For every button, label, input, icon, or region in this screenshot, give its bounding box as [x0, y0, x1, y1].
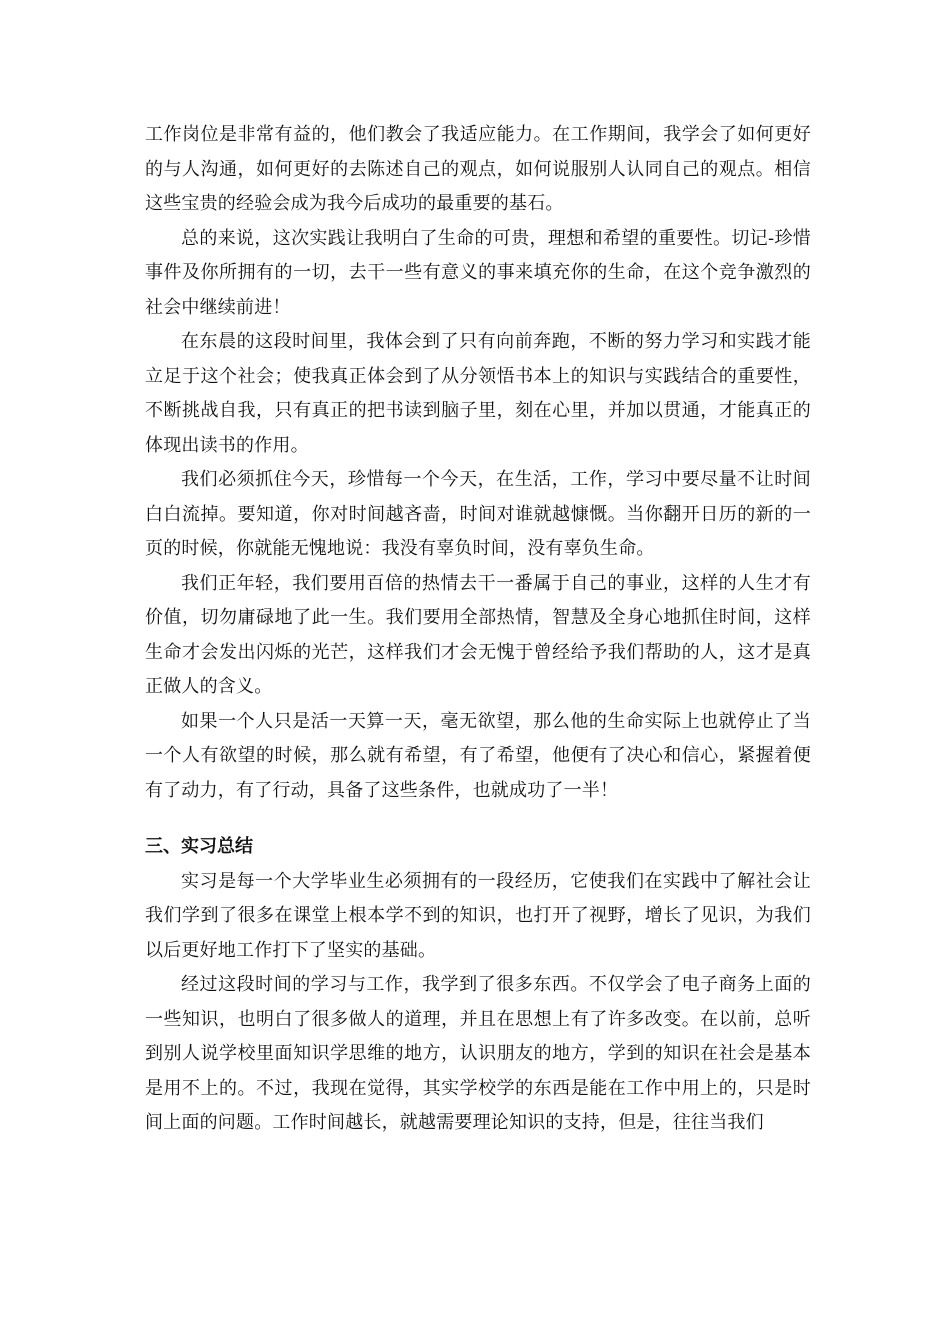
- paragraph-youth: 我们正年轻，我们要用百倍的热情去干一番属于自己的事业，这样的人生才有价值，切勿庸碌地了此一生。我们要用全部热情，智慧及全身心地抓住时间，这样生命才会发出闪烁的光芒，这样我们才会无愧于曾经给予我们帮助的人，这才是真正做人的含义。: [145, 572, 811, 697]
- paragraph-desire: 如果一个人只是活一天算一天，毫无欲望，那么他的生命实际上也就停止了当一个人有欲望的时候，那么就有希望，有了希望，他便有了决心和信心，紧握着便有了动力，有了行动，具备了这些条件，也就成功了一半！: [145, 710, 811, 801]
- paragraph-time: 我们必须抓住今天，珍惜每一个今天，在生活，工作，学习中要尽量不让时间白白流掉。要知道，你对时间越吝啬，时间对谁就越慷慨。当你翻开日历的新的一页的时候，你就能无愧地说：我没有辜负时间，没有辜负生命。: [145, 469, 811, 559]
- document-page: [145, 118, 811, 1141]
- paragraph-dongchen: 在东晨的这段时间里，我体会到了只有向前奔跑，不断的努力学习和实践才能立足于这个社会；使我真正体会到了从分领悟书本上的知识与实践结合的重要性，不断挑战自我，只有真正的把书读到脑子里，刻在心里，并加以贯通，才能真正的体现出读书的作用。: [145, 331, 811, 456]
- paragraph-summary: 总的来说，这次实践让我明白了生命的可贵，理想和希望的重要性。切记-珍惜事件及你所拥有的一切，去干一些有意义的事来填充你的生命，在这个竞争激烈的社会中继续前进！: [145, 227, 811, 318]
- paragraph-learning: 经过这段时间的学习与工作，我学到了很多东西。不仅学会了电子商务上面的一些知识，也明白了很多做人的道理，并且在思想上有了许多改变。在以前，总听到别人说学校里面知识学思维的地方，认识朋友的地方，学到的知识在社会是基本是用不上的。不过，我现在觉得，其实学校学的东西是能在工作中用上的，只是时间上面的问题。工作时间越长，就越需要理论知识的支持，但是，往往当我们: [145, 974, 811, 1133]
- section-spacer: [145, 808, 811, 830]
- paragraph-continuation: 工作岗位是非常有益的，他们教会了我适应能力。在工作期间，我学会了如何更好的与人沟通，如何更好的去陈述自己的观点，如何说服别人认同自己的观点。相信这些宝贵的经验会成为我今后成功的最重要的基石。: [145, 124, 811, 214]
- section-heading: 三、实习总结: [145, 836, 253, 857]
- paragraph-internship: 实习是每一个大学毕业生必须拥有的一段经历，它使我们在实践中了解社会让我们学到了很多在课堂上根本学不到的知识，也打开了视野，增长了见识，为我们以后更好地工作打下了坚实的基础。: [145, 870, 811, 961]
